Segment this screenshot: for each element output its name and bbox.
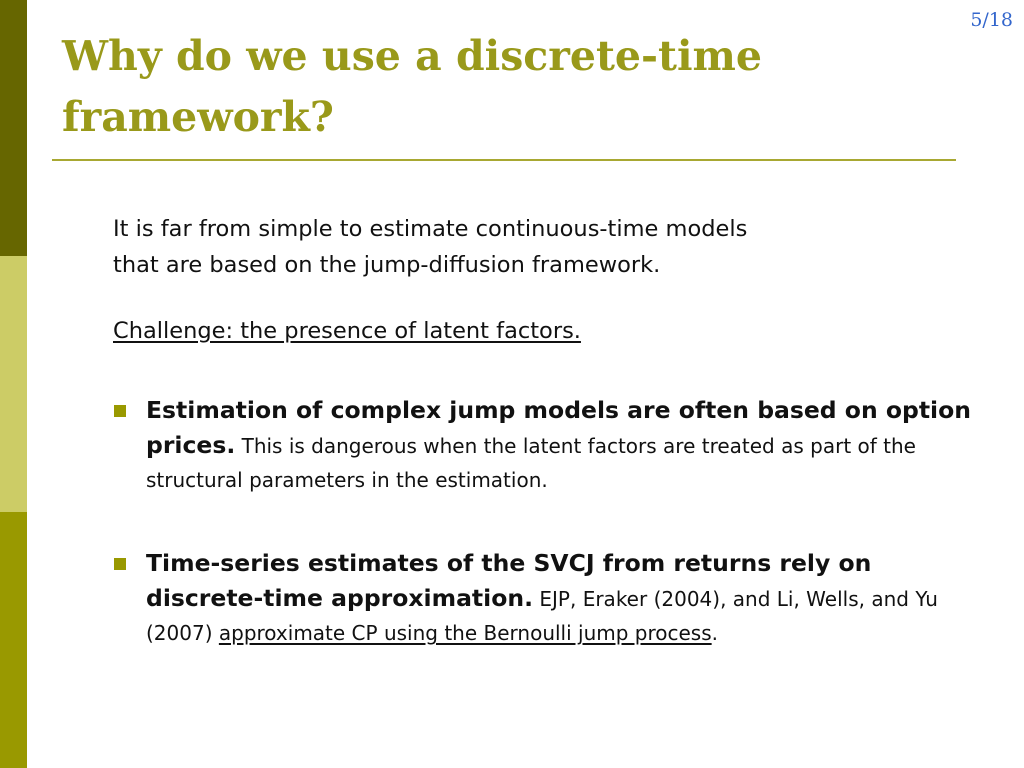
bullet-end-punctuation: . (711, 621, 718, 645)
square-bullet-icon (114, 405, 126, 417)
bullet-item-option-prices (113, 393, 993, 497)
bullet-body: EJP, Eraker (2004), and Li, Wells, and Yu (2007) (146, 587, 938, 645)
title-line-2: framework? (62, 93, 334, 141)
bullet-text (146, 546, 993, 650)
intro-line-1: It is far from simple to estimate continuous-time models (113, 216, 748, 242)
square-bullet-icon (114, 558, 126, 570)
bullet-text (146, 393, 993, 497)
page-number: 5/18 (970, 9, 1013, 31)
challenge-statement: Challenge: the presence of latent factors. (113, 318, 581, 344)
slide-title (62, 26, 942, 148)
intro-line-2: that are based on the jump-diffusion framework. (113, 252, 661, 278)
title-line-1: Why do we use a discrete-time (62, 32, 762, 80)
bullet-list (113, 393, 993, 650)
sidebar-block-top (0, 0, 27, 256)
title-divider (52, 159, 956, 161)
bullet-heading: Time-series estimates of the SVCJ from returns rely on discrete-time approximation. (146, 549, 872, 612)
sidebar-stripe (0, 0, 27, 768)
bullet-body: This is dangerous when the latent factors are treated as part of the structural parameters in the estimation. (146, 434, 916, 492)
bullet-item-time-series (113, 546, 993, 650)
sidebar-block-middle (0, 256, 27, 512)
intro-paragraph (113, 211, 953, 283)
sidebar-block-bottom (0, 512, 27, 768)
underlined-phrase: approximate CP using the Bernoulli jump process (218, 621, 712, 645)
bullet-heading: Estimation of complex jump models are often based on option prices. (146, 396, 971, 459)
